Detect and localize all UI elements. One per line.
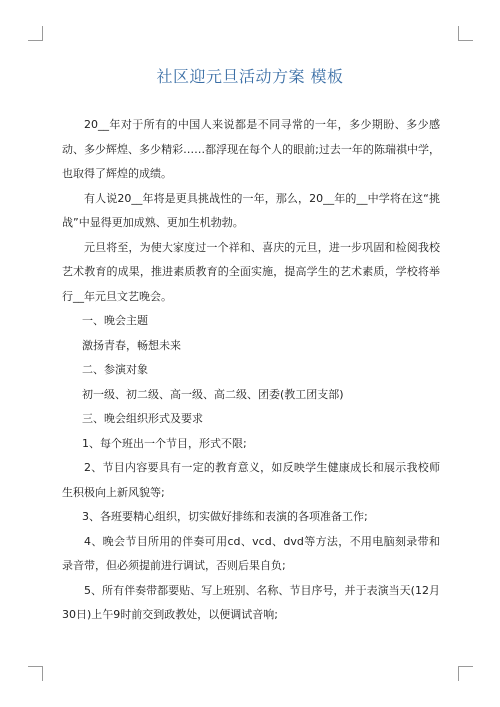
section-heading-theme: 一、晚会主题 <box>82 314 148 327</box>
requirement-item-4: 4、晚会节目所用的伴奏可用cd、vcd、dvd等方法，不用电脑刻录带和录音带，但必须提前进行调试，否则后果自负; <box>62 534 440 572</box>
paragraph-intro-1: 20__年对于所有的中国人来说都是不同寻常的一年，多少期盼、多少感动、多少辉煌、多少精彩……都浮现在每个人的眼前;过去一年的陈瑞祺中学，也取得了辉煌的成绩。 <box>62 118 440 180</box>
requirement-item-5: 5、所有伴奏带都要贴、写上班别、名称、节目序号，并于表演当天(12月30日)上午9时前交到政教处，以便调试音响; <box>62 583 440 621</box>
paragraph-intro-3: 元旦将至，为使大家度过一个祥和、喜庆的元旦，进一步巩固和检阅我校艺术教育的成果，推进素质教育的全面实施，提高学生的艺术素质，学校将举行__年元旦文艺晚会。 <box>62 240 440 303</box>
section-text-theme: 激扬青春，畅想未来 <box>82 338 181 352</box>
paragraph-intro-2: 有人说20__年将是更具挑战性的一年，那么，20__年的__中学将在这“挑战”中显得更加成熟、更加生机勃勃。 <box>62 191 440 229</box>
crop-mark-top-right <box>458 26 473 41</box>
section-heading-organization: 三、晚会组织形式及要求 <box>82 412 203 425</box>
document-title: 社区迎元旦活动方案 模板 <box>156 67 344 86</box>
section-heading-participants: 二、参演对象 <box>82 363 148 376</box>
requirement-item-3: 3、各班要精心组织，切实做好排练和表演的各项准备工作; <box>82 510 368 523</box>
crop-mark-bottom-right <box>458 666 473 681</box>
section-text-participants: 初一级、初二级、高一级、高二级、团委(教工团支部) <box>82 387 344 401</box>
crop-mark-bottom-left <box>28 666 43 681</box>
crop-mark-top-left <box>28 26 43 41</box>
requirement-item-1: 1、每个班出一个节目，形式不限; <box>82 436 247 450</box>
requirement-item-2: 2、节目内容要具有一定的教育意义，如反映学生健康成长和展示我校师生积极向上新风貌等; <box>62 461 440 499</box>
document-body <box>62 113 440 628</box>
